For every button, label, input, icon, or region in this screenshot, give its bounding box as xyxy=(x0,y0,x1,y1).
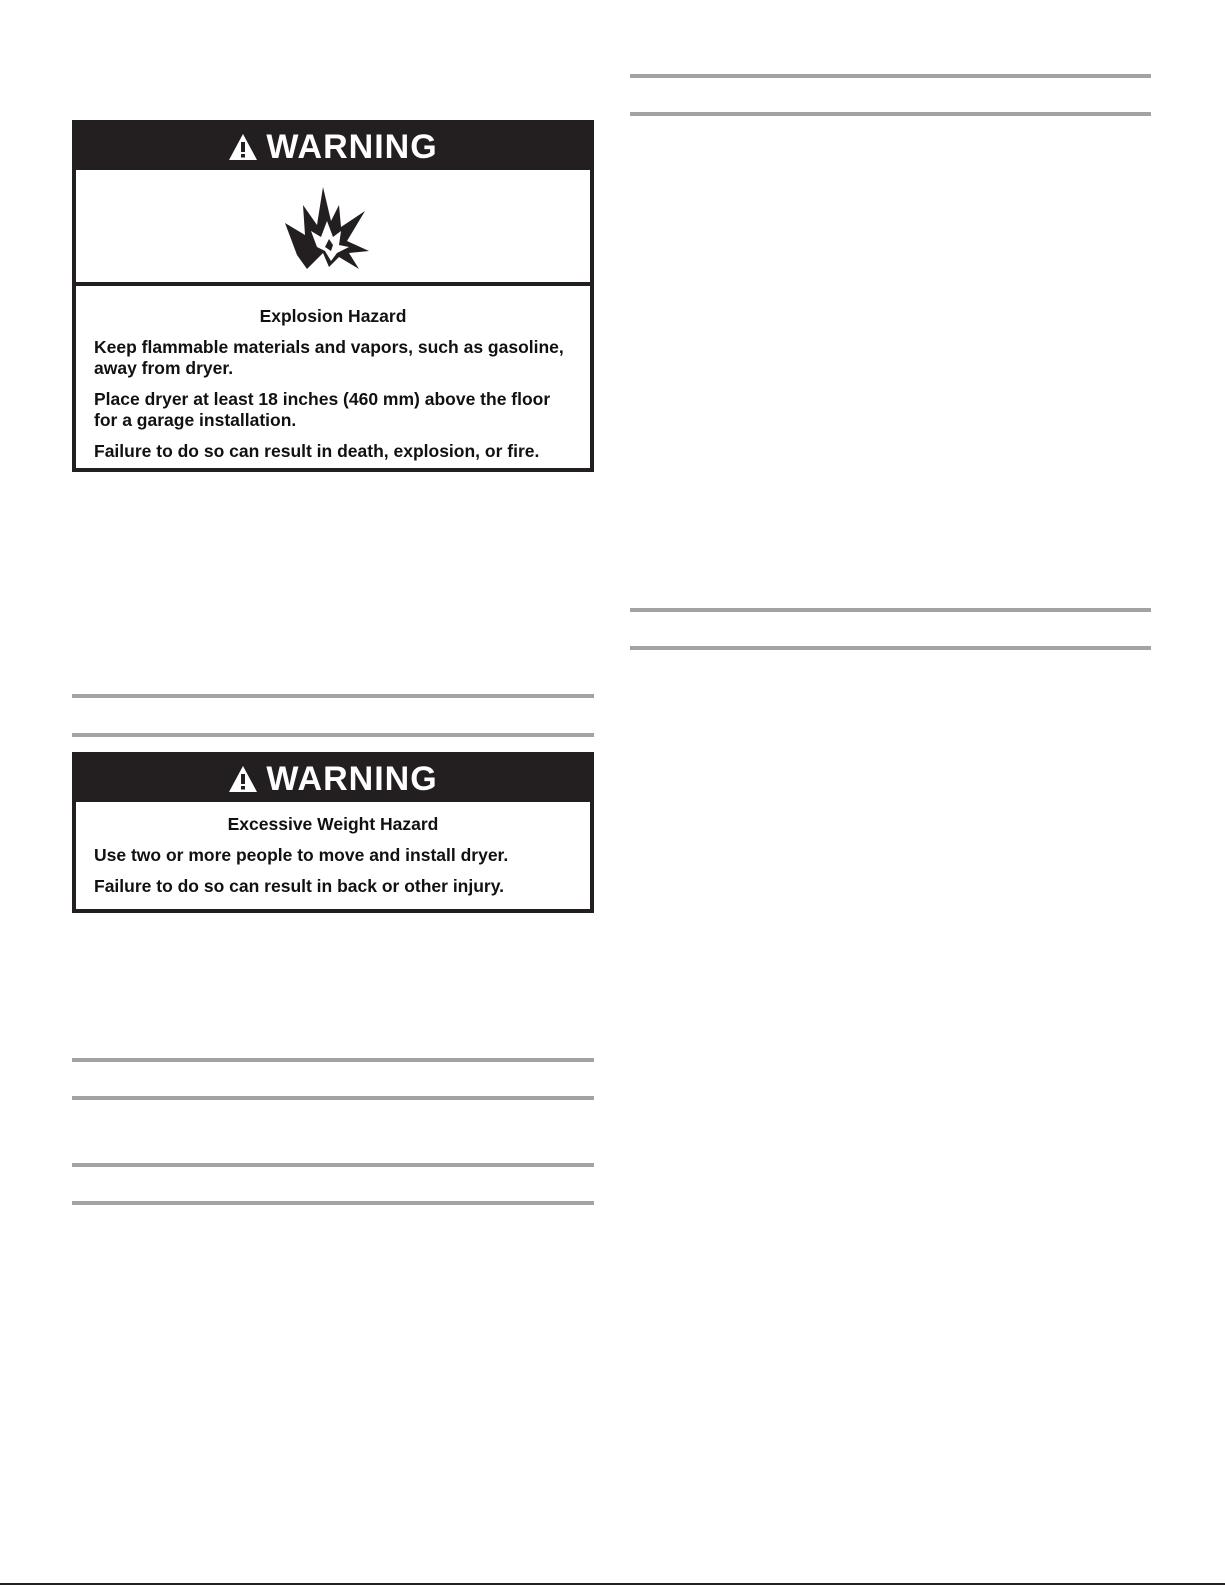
explosion-icon xyxy=(283,181,383,271)
warning-title: WARNING xyxy=(266,759,438,798)
left-rule-6 xyxy=(72,1201,594,1205)
warning-paragraph: Place dryer at least 18 inches (460 mm) above the floor for a garage installation. xyxy=(94,389,551,430)
warning-header xyxy=(76,756,590,802)
hazard-title: Excessive Weight Hazard xyxy=(227,814,439,834)
left-rule-2 xyxy=(72,733,594,737)
left-rule-3 xyxy=(72,1058,594,1062)
explosion-icon-panel xyxy=(76,170,590,286)
right-rule-3 xyxy=(630,608,1151,612)
hazard-title: Explosion Hazard xyxy=(259,306,407,326)
left-rule-5 xyxy=(72,1163,594,1167)
warning-paragraph: Use two or more people to move and install dryer. xyxy=(94,845,509,865)
warning-header xyxy=(76,124,590,170)
warning-paragraph: Failure to do so can result in death, explosion, or fire. xyxy=(94,441,540,461)
warning-title: WARNING xyxy=(266,127,438,166)
warning-paragraph: Failure to do so can result in back or other injury. xyxy=(94,876,505,896)
warning-triangle-icon xyxy=(228,765,258,793)
left-rule-1 xyxy=(72,694,594,698)
warning-paragraph: Keep flammable materials and vapors, such as gasoline, away from dryer. xyxy=(94,337,564,378)
weight-warning-box xyxy=(72,752,594,913)
left-rule-4 xyxy=(72,1096,594,1100)
right-rule-1 xyxy=(630,74,1151,78)
explosion-warning-box xyxy=(72,120,594,472)
explosion-warning-body xyxy=(76,286,590,462)
right-rule-2 xyxy=(630,112,1151,116)
right-rule-4 xyxy=(630,646,1151,650)
weight-warning-body xyxy=(76,802,590,897)
warning-triangle-icon xyxy=(228,133,258,161)
